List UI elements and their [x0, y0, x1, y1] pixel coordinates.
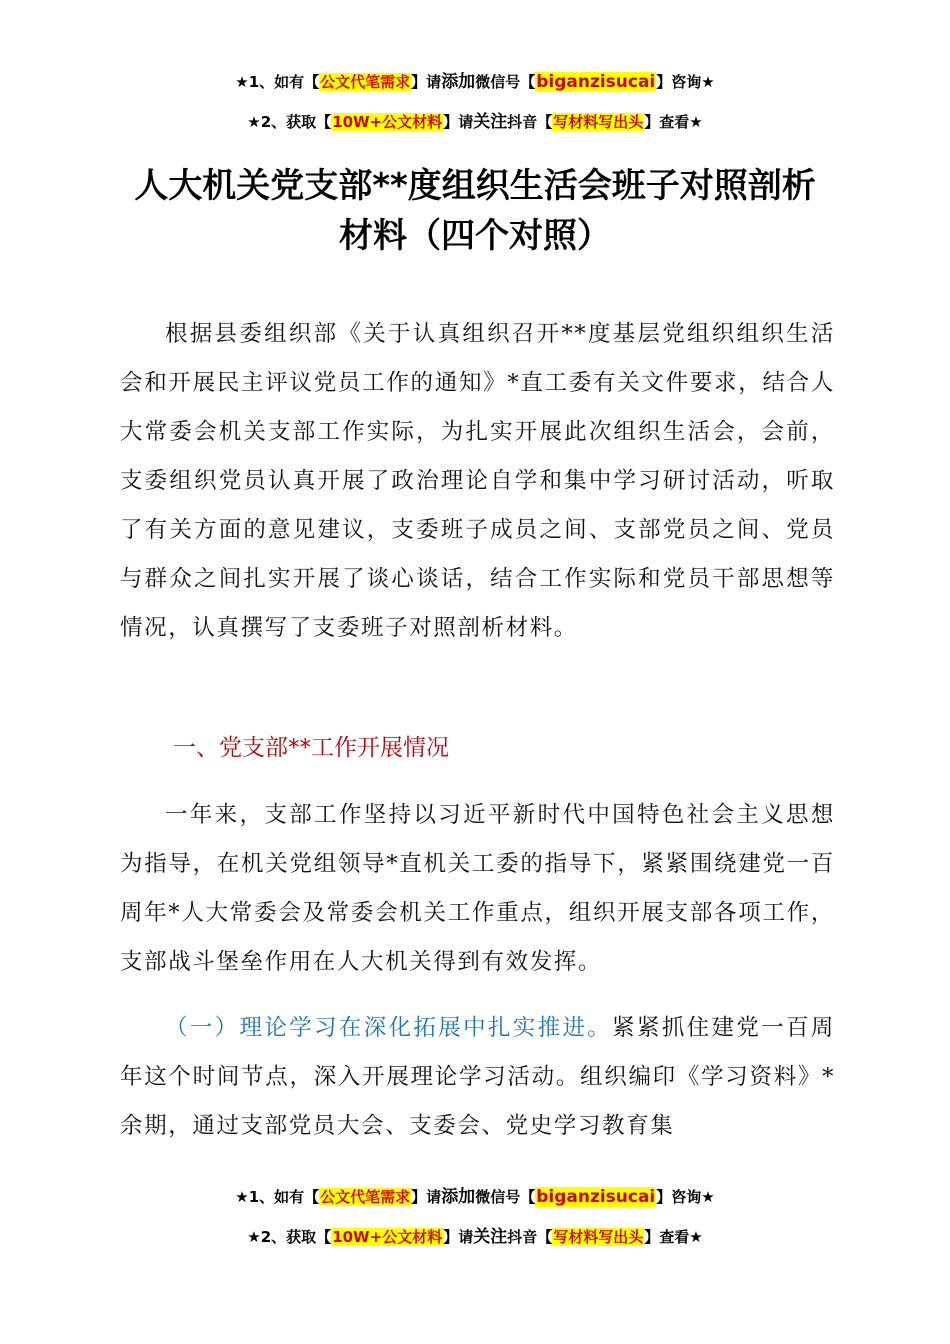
banner-emphasis: 关注	[473, 1227, 508, 1247]
banner-text: ★2、获取【	[247, 113, 332, 131]
banner-text: 】咨询★	[656, 73, 715, 91]
document-title-line-1: 人大机关党支部**度组织生活会班子对照剖析	[134, 166, 816, 206]
banner-text: ★1、如有【	[235, 73, 320, 91]
banner-text: ★1、如有【	[235, 1188, 320, 1206]
banner-wechat-id: biganzisucai	[536, 1187, 656, 1207]
banner-highlight: 写材料写出头	[553, 113, 644, 131]
subsection-heading: （一）理论学习在深化拓展中扎实推进。	[165, 1015, 613, 1041]
banner-emphasis: 添加	[441, 1187, 476, 1207]
banner-text: 抖音【	[507, 113, 553, 131]
banner-text: 】咨询★	[656, 1188, 715, 1206]
intro-paragraph: 根据县委组织部《关于认真组织召开**度基层党组织组织生活会和开展民主评议党员工作的通知》*直工委有关文件要求，结合人大常委会机关支部工作实际，为扎实开展此次组织生活会，会前，支委组织党员认真开展了政治理论自学和集中学习研讨活动，听取了有关方面的意见建议，支委班子成员之间、支部党员之间、党员与群众之间扎实开展了谈心谈话，结合工作实际和党员干部思想等情况，认真撰写了支委班子对照剖析材料。	[120, 321, 835, 641]
bottom-banner-line-2	[0, 1226, 950, 1248]
banner-emphasis: 关注	[473, 112, 508, 132]
banner-text: 】请	[411, 73, 442, 91]
section-paragraph: 一年来，支部工作坚持以习近平新时代中国特色社会主义思想为指导，在机关党组领导*直机关工委的指导下，紧紧围绕建党一百周年*人大常委会及常委会机关工作重点，组织开展支部各项工作，支部战斗堡垒作用在人大机关得到有效发挥。	[120, 802, 835, 975]
document-title-line-2: 材料（四个对照）	[339, 216, 611, 256]
banner-highlight: 写材料写出头	[553, 1228, 644, 1246]
banner-text: 微信号【	[475, 73, 536, 91]
banner-text: 】请	[443, 113, 474, 131]
banner-highlight: 10W+公文材料	[332, 113, 443, 131]
banner-text: 】请	[443, 1228, 474, 1246]
subsection-text: 紧紧抓住建党一百周年这个时间节点，深入开展理论学习活动。组织编印《学习资料》*余期，通过支部党员大会、支委会、党史学习教育集	[120, 1015, 835, 1139]
banner-wechat-id: biganzisucai	[536, 72, 656, 92]
banner-text: 】请	[411, 1188, 442, 1206]
banner-text: 】查看★	[644, 1228, 703, 1246]
banner-text: ★2、获取【	[247, 1228, 332, 1246]
banner-highlight: 10W+公文材料	[332, 1228, 443, 1246]
subsection-paragraph	[120, 1004, 835, 1151]
banner-text: 】查看★	[644, 113, 703, 131]
banner-highlight: 公文代笔需求	[320, 73, 411, 91]
top-banner-line-2	[0, 111, 950, 133]
bottom-banner-line-1	[0, 1186, 950, 1208]
top-banner-line-1	[0, 71, 950, 93]
banner-text: 微信号【	[475, 1188, 536, 1206]
banner-emphasis: 添加	[441, 72, 476, 92]
banner-highlight: 公文代笔需求	[320, 1188, 411, 1206]
banner-text: 抖音【	[507, 1228, 553, 1246]
section-heading: 一、党支部**工作开展情况	[173, 735, 449, 761]
